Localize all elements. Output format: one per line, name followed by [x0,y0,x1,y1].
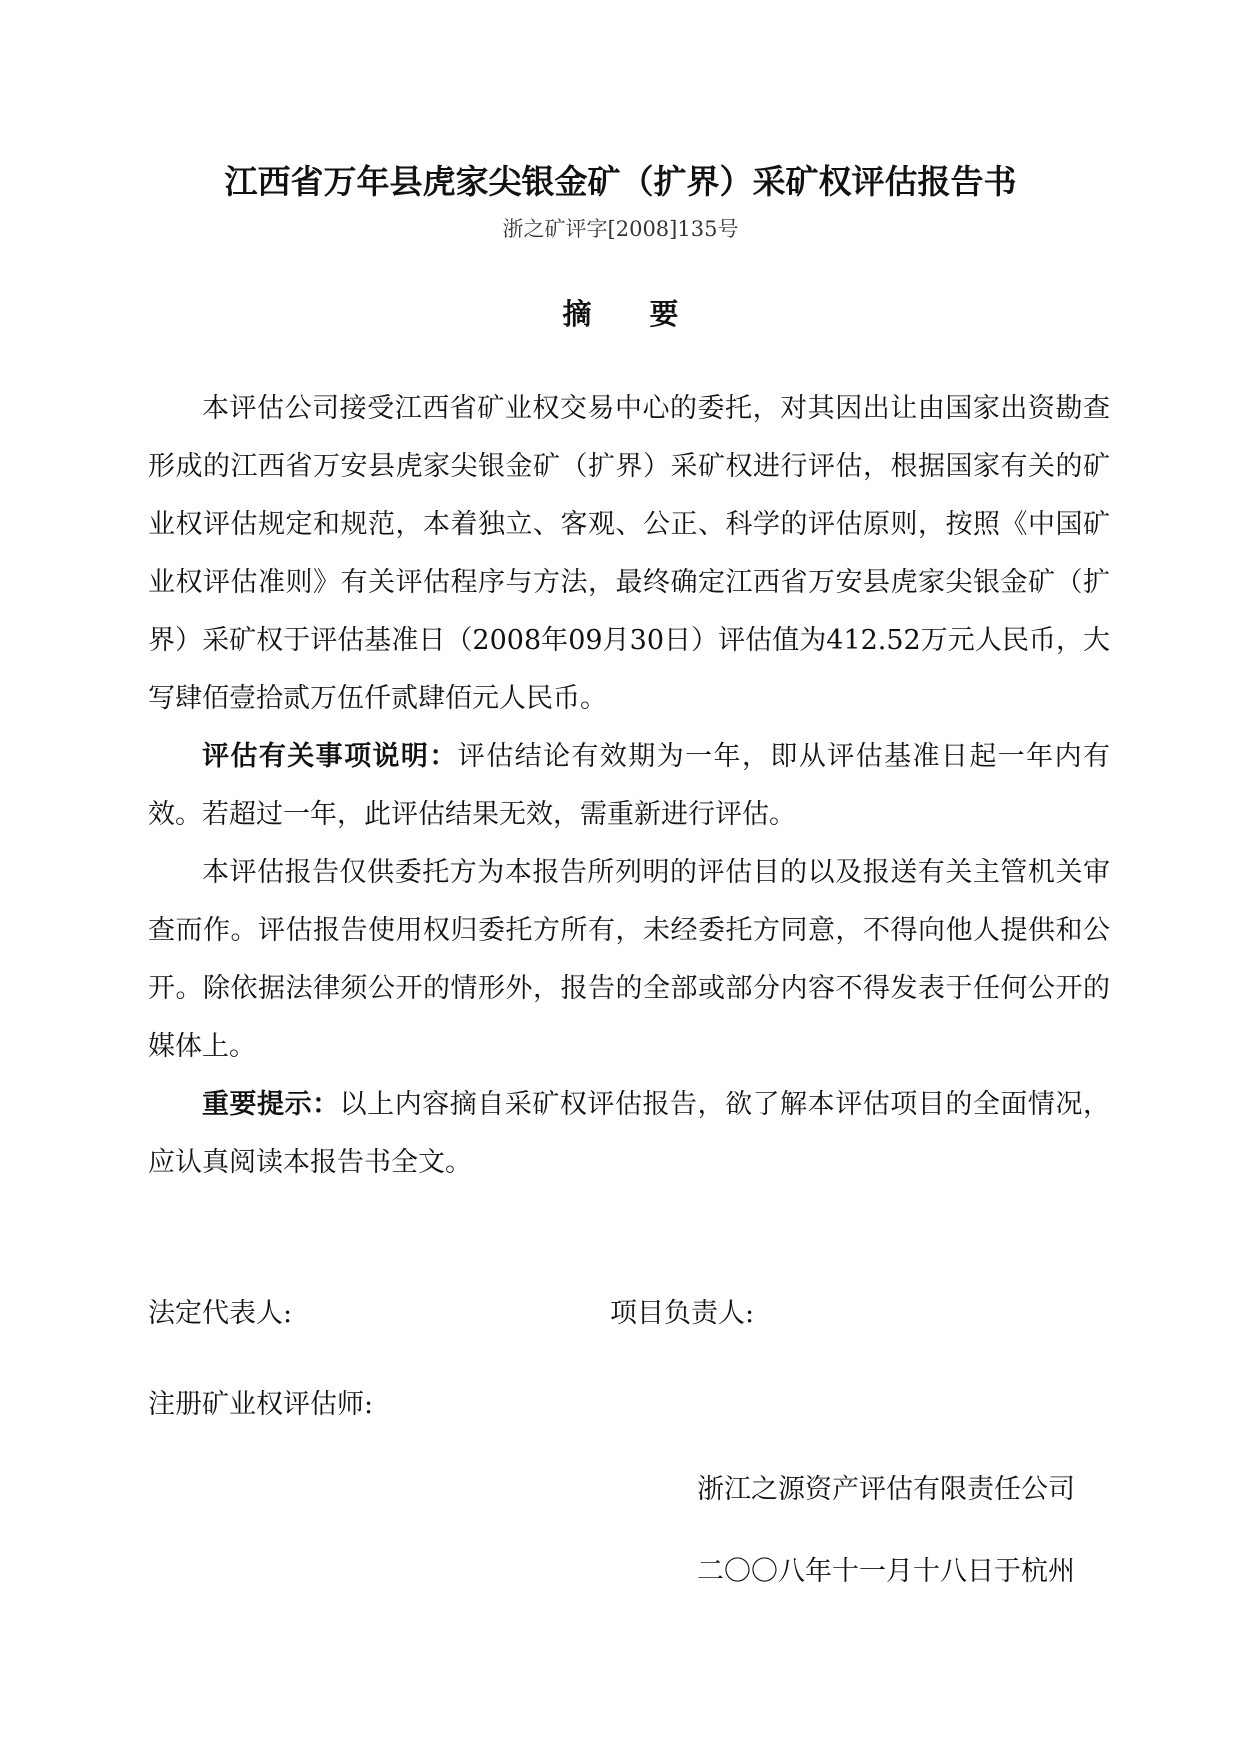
date-place: 二〇〇八年十一月十八日于杭州 [697,1556,1075,1587]
important-notice-text: 以上内容摘自采矿权评估报告，欲了解本评估项目的全面情况，应认真阅读本报告书全文。 [148,1089,1110,1178]
evaluation-notes-label: 评估有关事项说明： [202,741,458,772]
document-number: 浙之矿评字[2008]135号 [502,217,739,241]
report-title: 江西省万年县虎家尖银金矿（扩界）采矿权评估报告书 [224,162,1017,201]
important-notice-label: 重要提示： [202,1089,340,1120]
evaluation-notes-text: 评估结论有效期为一年，即从评估基准日起一年内有效。若超过一年，此评估结果无效，需重新进行评估。 [148,741,1111,830]
registered-appraiser-label: 注册矿业权评估师: [148,1389,374,1420]
abstract-body [148,380,1110,1192]
abstract-paragraph-2 [148,728,1110,844]
project-lead-label: 项目负责人: [610,1298,755,1329]
legal-representative-label: 法定代表人: [148,1298,293,1329]
company-name: 浙江之源资产评估有限责任公司 [697,1474,1075,1505]
abstract-paragraph-1: 本评估公司接受江西省矿业权交易中心的委托，对其因出让由国家出资勘查形成的江西省万安县虎家尖银金矿（扩界）采矿权进行评估，根据国家有关的矿业权评估规定和规范，本着独立、客观、公正、科学的评估原则，按照《中国矿业权评估准则》有关评估程序与方法，最终确定江西省万安县虎家尖银金矿（扩界）采矿权于评估基准日（2008年09月30日）评估值为412.52万元人民币，大写肆佰壹拾贰万伍仟贰肆佰元人民币。 [148,393,1110,714]
abstract-paragraph-3: 本评估报告仅供委托方为本报告所列明的评估目的以及报送有关主管机关审查而作。评估报告使用权归委托方所有，未经委托方同意，不得向他人提供和公开。除依据法律须公开的情形外，报告的全部或部分内容不得发表于任何公开的媒体上。 [148,857,1110,1062]
abstract-heading: 摘 要 [562,297,679,331]
abstract-paragraph-4 [148,1076,1110,1192]
